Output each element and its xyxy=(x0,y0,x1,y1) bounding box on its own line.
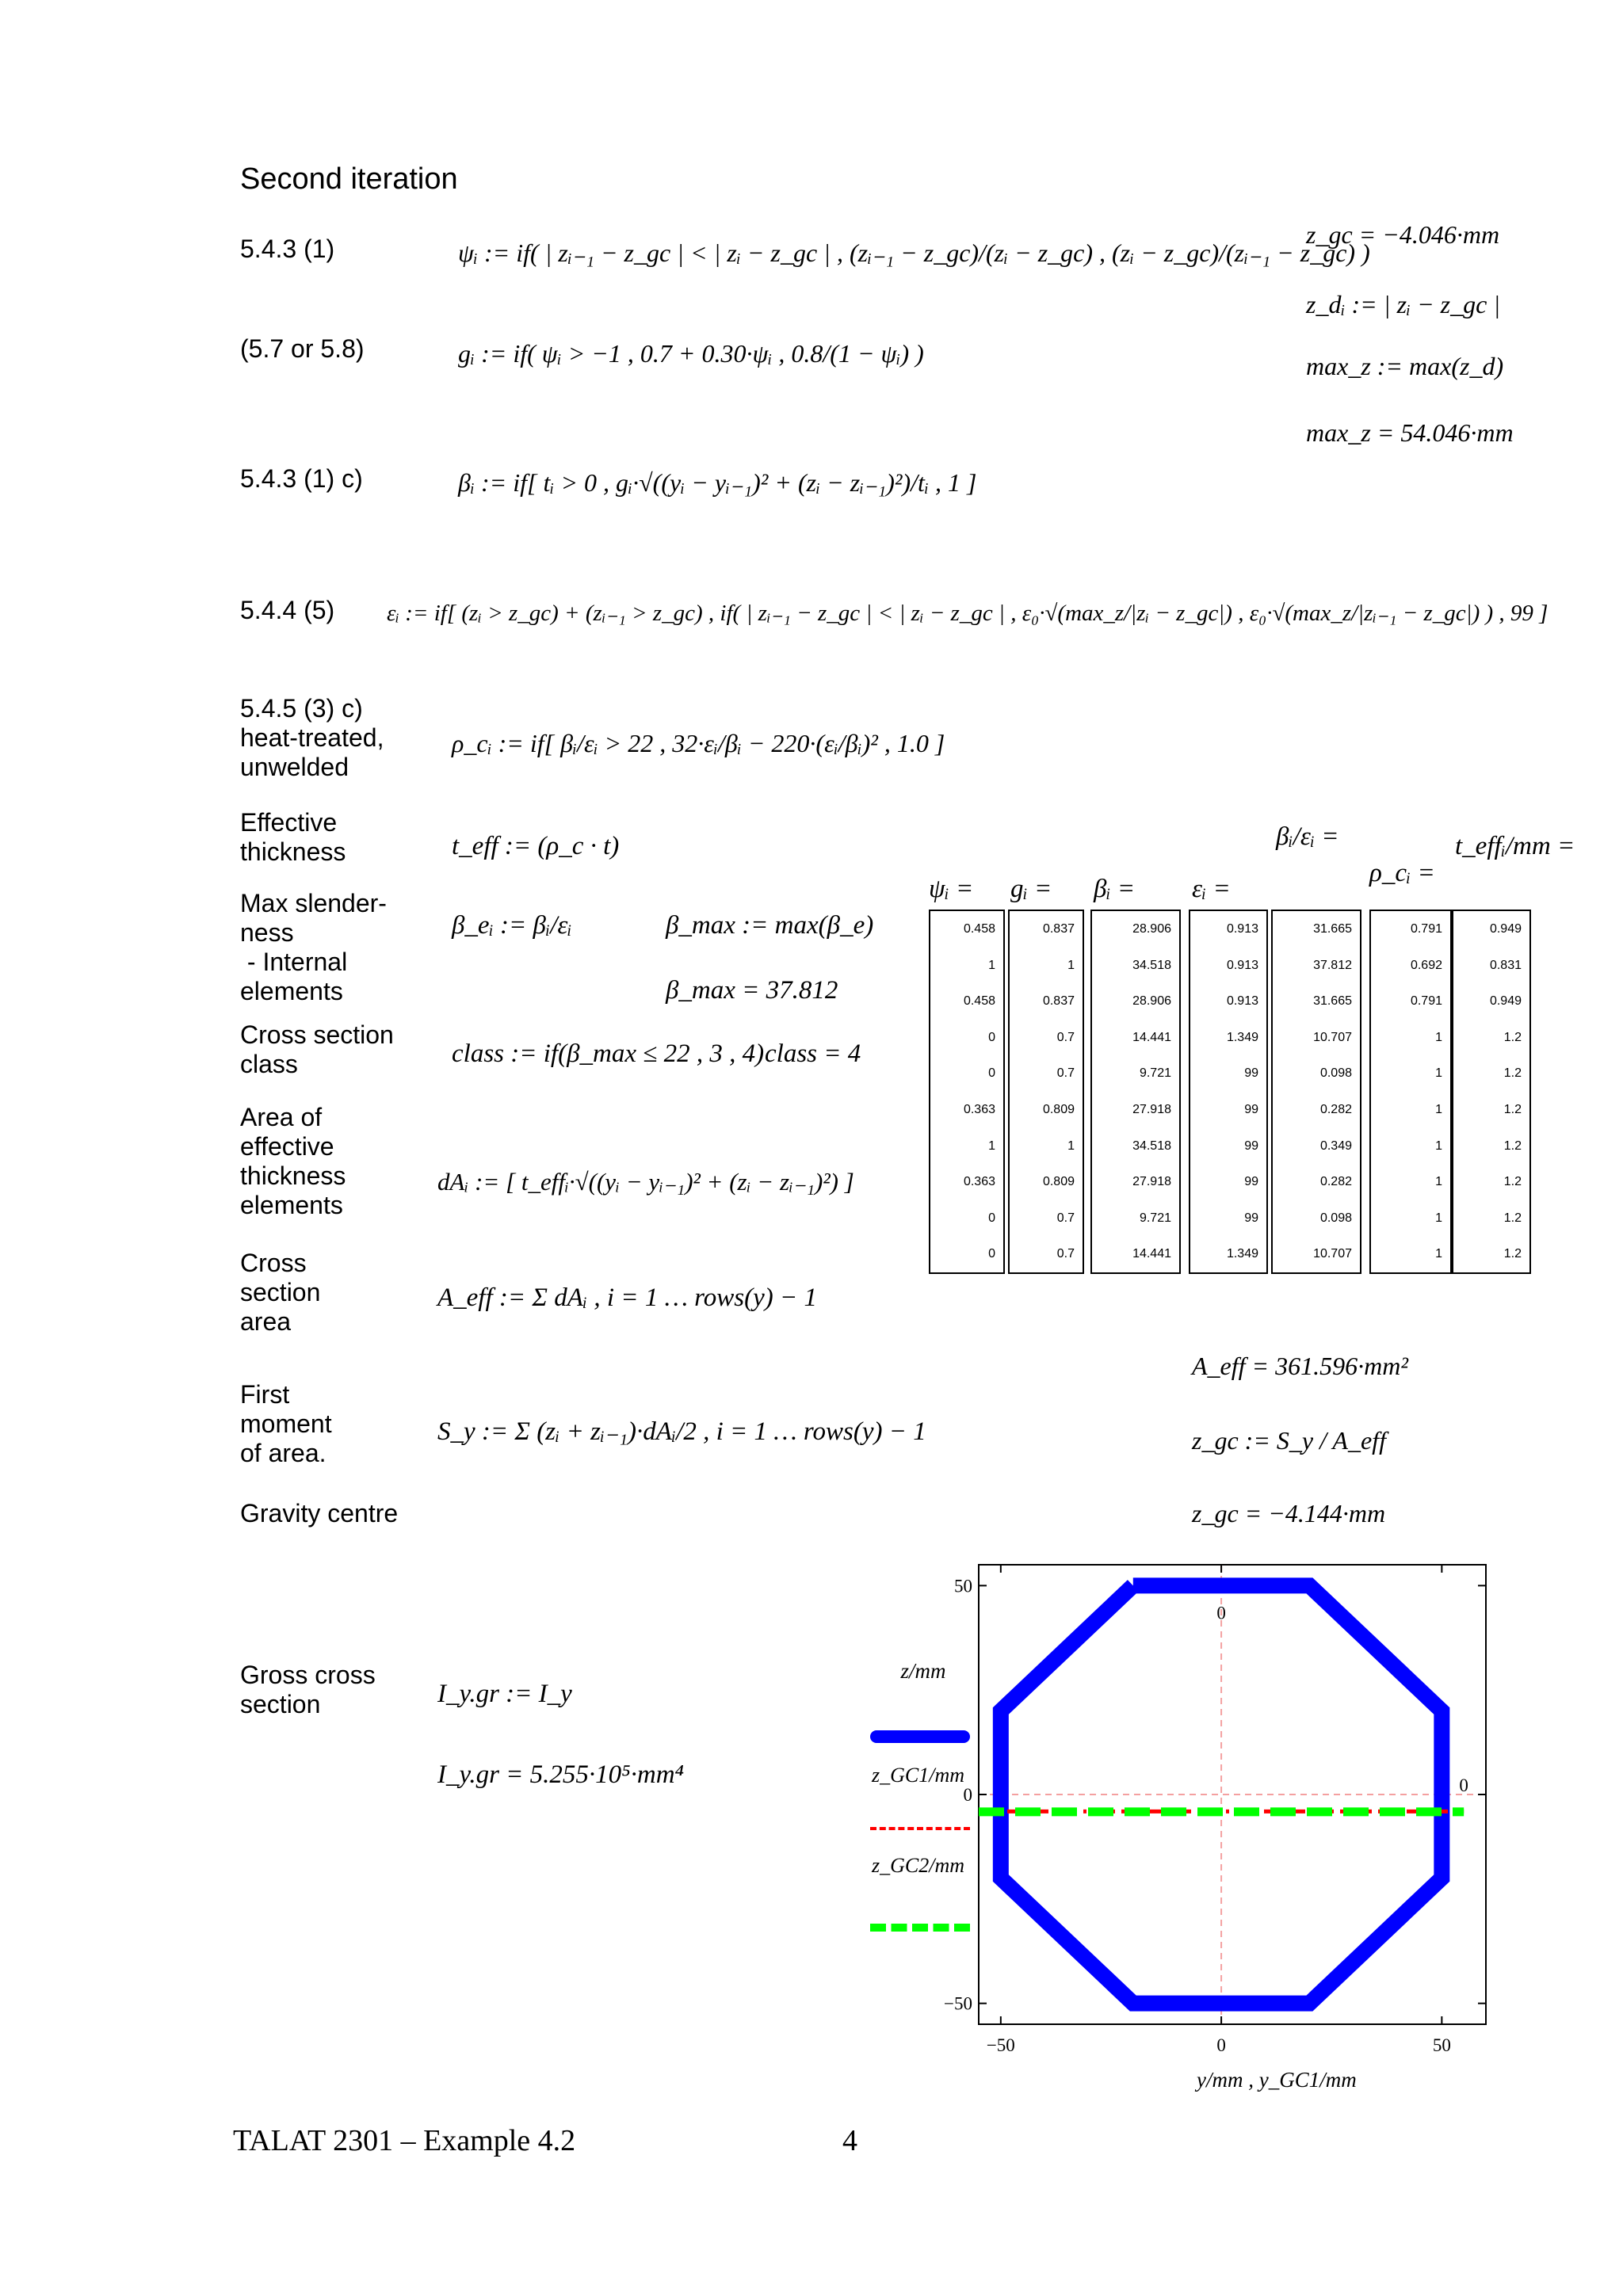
formula-teff: t_eff := (ρ_c · t) xyxy=(452,832,620,860)
formula-epsilon: εᵢ := if[ (zᵢ > z_gc) + (zᵢ₋₁ > z_gc) , if( | zᵢ₋₁ − z_gc | < | zᵢ − z_gc | , ε₀·√(max_z/|zᵢ − z_gc|) , ε₀·√(max_z/|zᵢ₋₁ − z_gc|) ) , 99 ] xyxy=(387,601,1549,626)
table-cell: 1 xyxy=(1067,958,1075,972)
result-zgc: z_gc = −4.144·mm xyxy=(1192,1499,1386,1527)
table-cell: 1 xyxy=(988,1138,995,1153)
table-cell: 0.913 xyxy=(1226,958,1258,972)
table-cell: 1.2 xyxy=(1503,1030,1522,1044)
table-cell: 0 xyxy=(988,1211,995,1225)
table-column-psi xyxy=(929,910,1005,1274)
table-header-epsilon: εᵢ = xyxy=(1192,875,1231,903)
y-tick-label: 50 xyxy=(954,1576,972,1596)
legend-line-zgc1 xyxy=(870,1827,970,1830)
label-gravity-centre: Gravity centre xyxy=(240,1499,399,1527)
result-beta-max: β_max = 37.812 xyxy=(666,976,838,1005)
label-5-4-3-1: 5.4.3 (1) xyxy=(240,235,335,263)
legend-line-zgc2 xyxy=(870,1924,970,1932)
table-cell: 99 xyxy=(1244,1211,1258,1225)
legend-label-z: z/mm xyxy=(900,1659,946,1683)
table-cell: 37.812 xyxy=(1313,958,1352,972)
label-gross-cross-section: Gross cross section xyxy=(240,1661,376,1718)
table-cell: 99 xyxy=(1244,1175,1258,1189)
table-cell: 0.458 xyxy=(963,994,995,1009)
inner-zero-label-top: 0 xyxy=(1216,1603,1226,1623)
table-cell: 1.2 xyxy=(1503,1138,1522,1153)
table-cell: 0.458 xyxy=(963,922,995,936)
table-cell: 14.441 xyxy=(1132,1030,1171,1044)
result-Aeff: A_eff = 361.596·mm² xyxy=(1192,1352,1408,1380)
legend xyxy=(864,1659,983,1684)
table-cell: 0.913 xyxy=(1226,994,1258,1009)
label-5-4-4-5: 5.4.4 (5) xyxy=(240,596,335,624)
label-area-effective-elements: Area of effective thickness elements xyxy=(240,1103,346,1219)
table-column-teff xyxy=(1452,910,1531,1274)
table-cell: 1.2 xyxy=(1503,1102,1522,1116)
table-cell: 0.363 xyxy=(963,1175,995,1189)
table-cell: 1.349 xyxy=(1226,1030,1258,1044)
table-cell: 0.692 xyxy=(1410,958,1442,972)
formula-zd: z_dᵢ := | zᵢ − z_gc | xyxy=(1306,290,1501,318)
table-column-rho xyxy=(1369,910,1452,1274)
label-5-7-or-5-8: (5.7 or 5.8) xyxy=(240,334,365,363)
formula-g: gᵢ := if( ψᵢ > −1 , 0.7 + 0.30·ψᵢ , 0.8/(1 − ψᵢ) ) xyxy=(458,339,924,368)
table-column-g xyxy=(1008,910,1084,1274)
table-cell: 1 xyxy=(1435,1175,1442,1189)
formula-beta: βᵢ := if[ tᵢ > 0 , gᵢ·√((yᵢ − yᵢ₋₁)² + (zᵢ − zᵢ₋₁)²)/tᵢ , 1 ] xyxy=(458,468,977,497)
table-header-g: gᵢ = xyxy=(1010,875,1052,903)
formula-dA: dAᵢ := [ t_effᵢ·√((yᵢ − yᵢ₋₁)² + (zᵢ − zᵢ₋₁)²) ] xyxy=(437,1168,854,1196)
label-cross-section-area: Cross section area xyxy=(240,1249,321,1336)
table-cell: 9.721 xyxy=(1139,1066,1171,1081)
table-cell: 0.7 xyxy=(1056,1066,1075,1081)
legend-label-zgc1: z_GC1/mm xyxy=(872,1764,965,1787)
y-tick-label: −50 xyxy=(944,1993,972,2014)
table-cell: 10.707 xyxy=(1313,1247,1352,1261)
table-cell: 0 xyxy=(988,1030,995,1044)
table-cell: 0.098 xyxy=(1319,1211,1352,1225)
page-number: 4 xyxy=(842,2124,857,2157)
table-cell: 99 xyxy=(1244,1066,1258,1081)
table-cell: 0.949 xyxy=(1489,994,1522,1009)
table-cell: 0.7 xyxy=(1056,1211,1075,1225)
table-cell: 27.918 xyxy=(1132,1175,1171,1189)
table-cell: 1 xyxy=(1435,1066,1442,1081)
table-column-beta xyxy=(1090,910,1181,1274)
formula-Sy: S_y := Σ (zᵢ + zᵢ₋₁)·dAᵢ/2 , i = 1 … rows(y) − 1 xyxy=(437,1417,926,1446)
inner-zero-label-right: 0 xyxy=(1459,1775,1468,1795)
formula-psi: ψᵢ := if( | zᵢ₋₁ − z_gc | < | zᵢ − z_gc | , (zᵢ₋₁ − z_gc)/(zᵢ − z_gc) , (zᵢ − z_gc)/(zᵢ₋₁ − z_gc) ) xyxy=(458,238,1370,267)
table-cell: 31.665 xyxy=(1313,994,1352,1009)
table-column-beta-over-eps xyxy=(1271,910,1361,1274)
table-cell: 99 xyxy=(1244,1138,1258,1153)
table-cell: 0.837 xyxy=(1042,922,1075,936)
label-cross-section-class: Cross section class xyxy=(240,1020,394,1078)
chart-xlabel: y/mm , y_GC1/mm xyxy=(1197,2068,1357,2092)
table-cell: 0.098 xyxy=(1319,1066,1352,1081)
table-cell: 1.2 xyxy=(1503,1175,1522,1189)
formula-beta-e: β_eᵢ := βᵢ/εᵢ xyxy=(452,911,572,940)
formula-maxz: max_z := max(z_d) xyxy=(1306,352,1504,380)
table-cell: 0.7 xyxy=(1056,1247,1075,1261)
table-cell: 1 xyxy=(1067,1138,1075,1153)
y-tick-label: 0 xyxy=(963,1785,972,1805)
table-cell: 0.791 xyxy=(1410,922,1442,936)
formula-rho: ρ_cᵢ := if[ βᵢ/εᵢ > 22 , 32·εᵢ/βᵢ − 220·(εᵢ/βᵢ)² , 1.0 ] xyxy=(452,729,945,757)
table-cell: 1 xyxy=(988,958,995,972)
table-cell: 1.2 xyxy=(1503,1211,1522,1225)
table-cell: 34.518 xyxy=(1132,958,1171,972)
table-cell: 9.721 xyxy=(1139,1211,1171,1225)
table-cell: 1 xyxy=(1435,1138,1442,1153)
table-cell: 0.837 xyxy=(1042,994,1075,1009)
table-header-psi: ψᵢ = xyxy=(929,875,974,903)
table-cell: 0.791 xyxy=(1410,994,1442,1009)
table-cell: 1 xyxy=(1435,1247,1442,1261)
label-first-moment: First moment of area. xyxy=(240,1380,332,1467)
x-tick-label: 50 xyxy=(1432,2035,1451,2055)
table-cell: 0 xyxy=(988,1066,995,1081)
table-cell: 0.7 xyxy=(1056,1030,1075,1044)
table-column-epsilon xyxy=(1189,910,1268,1274)
table-header-beta-over-eps: βᵢ/εᵢ = xyxy=(1276,822,1339,851)
table-cell: 0.831 xyxy=(1489,958,1522,972)
page-heading: Second iteration xyxy=(240,162,458,196)
result-class: class = 4 xyxy=(765,1039,861,1068)
table-cell: 0.363 xyxy=(963,1102,995,1116)
table-cell: 0.809 xyxy=(1042,1175,1075,1189)
table-cell: 0.809 xyxy=(1042,1102,1075,1116)
legend-line-z xyxy=(870,1730,970,1743)
x-tick-label: −50 xyxy=(986,2035,1015,2055)
formula-zgc: z_gc := S_y / A_eff xyxy=(1192,1426,1386,1455)
table-cell: 1 xyxy=(1435,1211,1442,1225)
label-effective-thickness: Effective thickness xyxy=(240,808,346,866)
table-cell: 0.282 xyxy=(1319,1175,1352,1189)
label-5-4-3-1-c: 5.4.3 (1) c) xyxy=(240,464,363,493)
table-cell: 1.349 xyxy=(1226,1247,1258,1261)
table-cell: 10.707 xyxy=(1313,1030,1352,1044)
formula-Iygr: I_y.gr := I_y xyxy=(437,1680,572,1708)
table-cell: 1.2 xyxy=(1503,1247,1522,1261)
chart-frame xyxy=(979,1565,1486,2024)
table-cell: 0.913 xyxy=(1226,922,1258,936)
formula-Aeff: A_eff := Σ dAᵢ , i = 1 … rows(y) − 1 xyxy=(437,1283,818,1312)
label-max-slenderness: Max slender- ness - Internal elements xyxy=(240,889,387,1005)
table-cell: 0.349 xyxy=(1319,1138,1352,1153)
table-header-rho: ρ_cᵢ = xyxy=(1369,859,1435,887)
label-5-4-5-3-c: 5.4.5 (3) c) heat-treated, unwelded xyxy=(240,694,384,781)
formula-class: class := if(β_max ≤ 22 , 3 , 4) xyxy=(452,1039,765,1068)
table-cell: 0 xyxy=(988,1247,995,1261)
formula-beta-max: β_max := max(β_e) xyxy=(666,911,874,940)
table-cell: 1 xyxy=(1435,1102,1442,1116)
table-cell: 1 xyxy=(1435,1030,1442,1044)
legend-label-zgc2: z_GC2/mm xyxy=(872,1854,965,1877)
table-cell: 14.441 xyxy=(1132,1247,1171,1261)
cross-section-chart xyxy=(944,1553,1506,2139)
result-zgc-previous: z_gc = −4.046·mm xyxy=(1306,220,1500,249)
table-cell: 34.518 xyxy=(1132,1138,1171,1153)
table-cell: 1.2 xyxy=(1503,1066,1522,1081)
table-cell: 99 xyxy=(1244,1102,1258,1116)
footer-title: TALAT 2301 – Example 4.2 xyxy=(233,2124,576,2157)
result-Iygr: I_y.gr = 5.255·10⁵·mm⁴ xyxy=(437,1760,685,1789)
table-header-beta: βᵢ = xyxy=(1094,875,1136,903)
result-maxz: max_z = 54.046·mm xyxy=(1306,418,1514,447)
x-tick-label: 0 xyxy=(1216,2035,1226,2055)
table-cell: 27.918 xyxy=(1132,1102,1171,1116)
table-cell: 28.906 xyxy=(1132,994,1171,1009)
table-cell: 31.665 xyxy=(1313,922,1352,936)
table-header-teff: t_effᵢ/mm = xyxy=(1455,832,1575,860)
table-cell: 0.949 xyxy=(1489,922,1522,936)
table-cell: 0.282 xyxy=(1319,1102,1352,1116)
table-cell: 28.906 xyxy=(1132,922,1171,936)
